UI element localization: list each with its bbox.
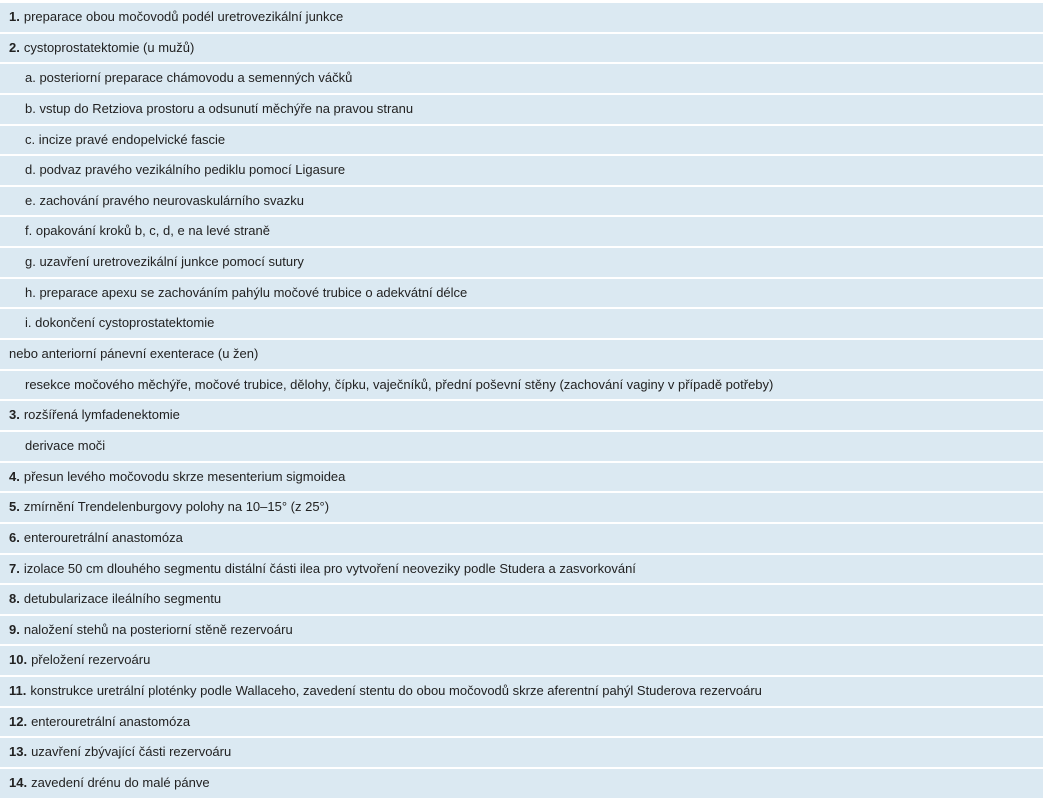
table-row <box>0 217 1043 246</box>
step-text: c. incize pravé endopelvické fascie <box>25 131 226 147</box>
step-number: 12. <box>9 713 28 729</box>
step-number: 3. <box>9 407 20 423</box>
step-number: 9. <box>9 621 20 637</box>
step-text: naložení stehů na posteriorní stěně rezervoáru <box>23 621 293 637</box>
table-row <box>0 279 1043 308</box>
step-text: b. vstup do Retziova prostoru a odsunutí měchýře na pravou stranu <box>25 100 414 116</box>
step-text: zmírnění Trendelenburgovy polohy na 10–15° (z 25°) <box>23 499 330 515</box>
table-row <box>0 371 1043 400</box>
step-number: 6. <box>9 529 20 545</box>
table-row <box>0 309 1043 338</box>
step-text: derivace moči <box>25 437 106 453</box>
step-text: detubularizace ileálního segmentu <box>23 591 222 607</box>
step-text: přeložení rezervoáru <box>31 652 151 668</box>
step-text: izolace 50 cm dlouhého segmentu distální části ilea pro vytvoření neoveziky podle Studera a zasvorkování <box>23 560 636 576</box>
step-text: i. dokončení cystoprostatektomie <box>25 315 215 331</box>
table-row <box>0 524 1043 553</box>
step-text: resekce močového měchýře, močové trubice, dělohy, čípku, vaječníků, přední poševní stěny (zachování vaginy v případě potřeby) <box>25 376 774 392</box>
step-text: enterouretrální anastomóza <box>23 529 183 545</box>
step-text: d. podvaz pravého vezikálního pediklu pomocí Ligasure <box>25 162 346 178</box>
step-number: 2. <box>9 39 20 55</box>
step-number: 8. <box>9 591 20 607</box>
table-row <box>0 401 1043 430</box>
step-number: 1. <box>9 9 20 24</box>
table-row <box>0 493 1043 522</box>
table-row <box>0 340 1043 369</box>
step-number: 10. <box>9 652 28 668</box>
step-number: 13. <box>9 744 28 760</box>
step-text: a. posteriorní preparace chámovodu a semenných váčků <box>25 70 353 86</box>
table-row <box>0 585 1043 614</box>
step-text: konstrukce uretrální ploténky podle Wallaceho, zavedení stentu do obou močovodů skrze aferentní pahýl Studerova rezervoáru <box>30 683 762 699</box>
step-text: preparace obou močovodů podél uretrovezikální junkce <box>23 9 344 24</box>
step-number: 14. <box>9 775 28 791</box>
step-text: uzavření zbývající části rezervoáru <box>31 744 232 760</box>
table-row <box>0 95 1043 124</box>
step-text: e. zachování pravého neurovaskulárního svazku <box>25 192 304 208</box>
table-row <box>0 463 1043 492</box>
table-row <box>0 156 1043 185</box>
step-text: přesun levého močovodu skrze mesenterium sigmoidea <box>23 468 346 484</box>
table-row <box>0 616 1043 645</box>
step-text: g. uzavření uretrovezikální junkce pomocí sutury <box>25 254 304 270</box>
table-row <box>0 248 1043 277</box>
table-row <box>0 646 1043 675</box>
step-text: enterouretrální anastomóza <box>31 713 191 729</box>
step-number: 11. <box>9 683 27 699</box>
step-text: cystoprostatektomie (u mužů) <box>23 39 195 55</box>
step-text: nebo anteriorní pánevní exenterace (u žen) <box>9 346 259 362</box>
step-text: zavedení drénu do malé pánve <box>31 775 210 791</box>
table-row <box>0 555 1043 584</box>
step-number: 7. <box>9 560 20 576</box>
step-text: h. preparace apexu se zachováním pahýlu močové trubice o adekvátní délce <box>25 284 468 300</box>
step-text: f. opakování kroků b, c, d, e na levé straně <box>25 223 270 239</box>
table-row <box>0 769 1043 798</box>
step-number: 5. <box>9 499 20 515</box>
table-row <box>0 432 1043 461</box>
step-text: rozšířená lymfadenektomie <box>23 407 180 423</box>
table-row <box>0 738 1043 767</box>
table-row <box>0 187 1043 216</box>
table-row <box>0 34 1043 63</box>
table-row <box>0 126 1043 155</box>
table-row <box>0 708 1043 737</box>
table-row <box>0 677 1043 706</box>
table-row <box>0 3 1043 32</box>
step-number: 4. <box>9 468 20 484</box>
table-row <box>0 64 1043 93</box>
